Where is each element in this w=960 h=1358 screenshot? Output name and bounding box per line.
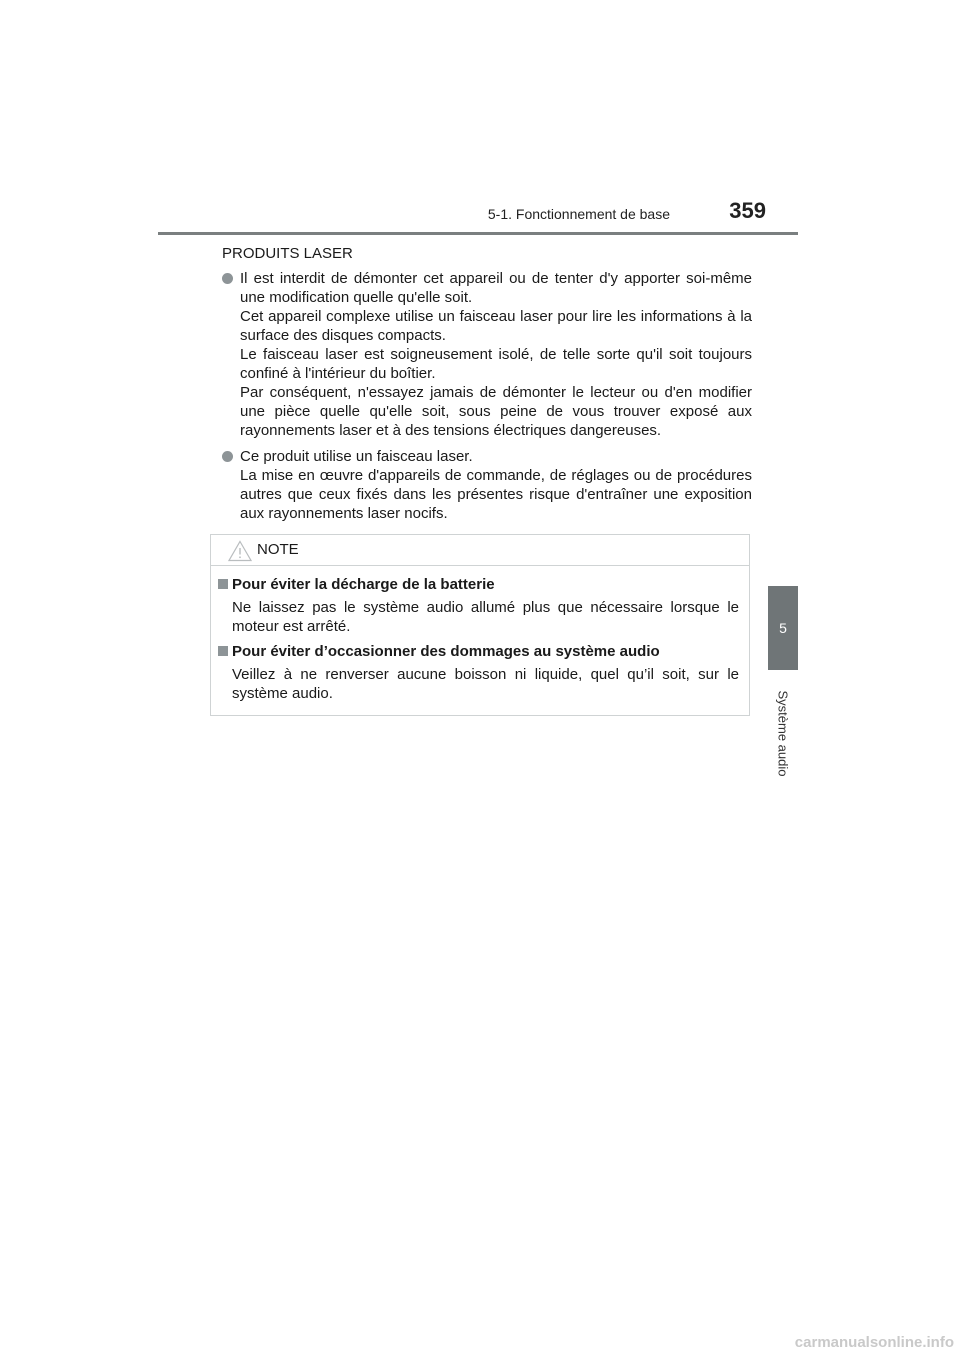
bullet-line: Par conséquent, n'essayez jamais de démonter le lecteur ou d'en modifier une pièce quelle qu'elle soit, sous peine de vous trouver exposé aux rayonnements laser et à des tensions électriques dangereuses. bbox=[240, 384, 752, 439]
main-content bbox=[222, 240, 752, 530]
square-bullet-icon bbox=[218, 646, 228, 656]
header-divider bbox=[158, 232, 798, 235]
bullet-line: Le faisceau laser est soigneusement isolé, de telle sorte qu'il soit toujours confiné à l'intérieur du boîtier. bbox=[240, 346, 752, 382]
bullet-line: La mise en œuvre d'appareils de commande, de réglages ou de procédures autres que ceux fixés dans les présentes risque d'entraîner une exposition aux rayonnements laser nocifs. bbox=[240, 467, 752, 522]
watermark: carmanualsonline.info bbox=[794, 1334, 954, 1351]
note-header bbox=[211, 535, 749, 566]
note-item-heading bbox=[218, 575, 739, 594]
note-item bbox=[218, 642, 739, 703]
bullet-item bbox=[222, 447, 752, 523]
bullet-line: Ce produit utilise un faisceau laser. bbox=[240, 448, 473, 465]
square-bullet-icon bbox=[218, 579, 228, 589]
chapter-tab bbox=[768, 586, 798, 670]
bullet-dot-icon bbox=[222, 451, 233, 462]
bullet-line: Il est interdit de démonter cet appareil ou de tenter d'y apporter soi-même une modification quelle qu'elle soit. bbox=[240, 270, 752, 306]
chapter-number: 5 bbox=[779, 620, 787, 636]
bullet-line: Cet appareil complexe utilise un faisceau laser pour lire les informations à la surface des disques compacts. bbox=[240, 308, 752, 344]
note-item-heading-text: Pour éviter d’occasionner des dommages au système audio bbox=[232, 643, 660, 660]
note-item-text: Ne laissez pas le système audio allumé plus que nécessaire lorsque le moteur est arrêté. bbox=[232, 599, 739, 635]
laser-heading: PRODUITS LASER bbox=[222, 245, 353, 262]
note-item-text: Veillez à ne renverser aucune boisson ni liquide, quel qu’il soit, sur le système audio. bbox=[232, 666, 739, 702]
chapter-side-label bbox=[770, 678, 796, 788]
chapter-title: Système audio bbox=[775, 690, 791, 776]
bullet-dot-icon bbox=[222, 273, 233, 284]
section-title: 5-1. Fonctionnement de base bbox=[487, 206, 670, 222]
note-box bbox=[210, 534, 750, 716]
warning-triangle-icon bbox=[228, 540, 252, 562]
bullet-item bbox=[222, 269, 752, 440]
note-item bbox=[218, 575, 739, 636]
note-item-heading bbox=[218, 642, 739, 661]
note-body bbox=[211, 566, 749, 703]
note-item-heading-text: Pour éviter la décharge de la batterie bbox=[232, 576, 495, 593]
page-number: 359 bbox=[729, 198, 766, 223]
note-title: NOTE bbox=[257, 541, 299, 558]
